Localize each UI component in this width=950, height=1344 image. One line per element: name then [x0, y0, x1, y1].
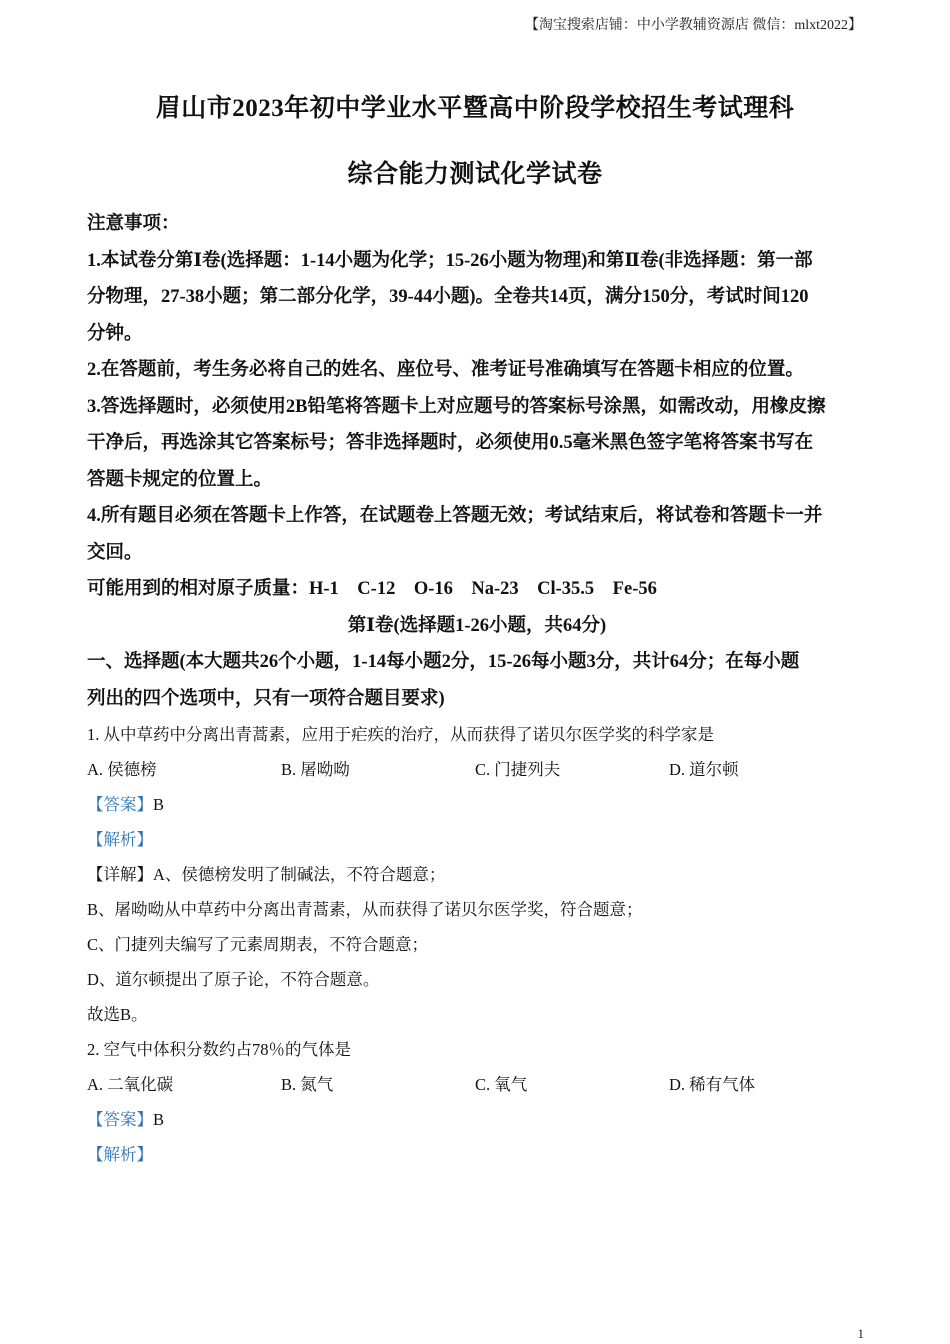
option-b: B. 屠呦呦	[281, 760, 350, 779]
atomic-masses: 可能用到的相对原子质量：H-1 C-12 O-16 Na-23 Cl-35.5 Fe-56	[87, 579, 657, 599]
notice-heading: 注意事项：	[87, 214, 180, 234]
notice-line: 2.在答题前，考生务必将自己的姓名、座位号、准考证号准确填写在答题卡相应的位置。	[87, 360, 804, 380]
notice-line: 答题卡规定的位置上。	[87, 469, 273, 490]
option-d: D. 道尔顿	[669, 760, 739, 779]
section-heading: 列出的四个选项中，只有一项符合题目要求)	[87, 688, 445, 709]
conclusion-line: 故选B。	[87, 1005, 148, 1024]
detail-line: D、道尔顿提出了原子论，不符合题意。	[87, 970, 380, 989]
detail-text: A、侯德榜发明了制碱法，不符合题意；	[153, 865, 446, 884]
detail-line: C、门捷列夫编写了元素周期表，不符合题意；	[87, 935, 429, 954]
analysis-tag: 【解析】	[87, 1145, 153, 1164]
notice-block	[87, 206, 867, 717]
notice-line: 干净后，再选涂其它答案标号；答非选择题时，必须使用0.5毫米黑色签字笔将答案书写在	[87, 433, 814, 453]
notice-line: 4.所有题目必须在答题卡上作答，在试题卷上答题无效；考试结束后，将试卷和答题卡一并	[87, 506, 823, 526]
notice-line: 1.本试卷分第Ⅰ卷(选择题：1-14小题为化学；15-26小题为物理)和第Ⅱ卷(非选择题：第一部	[87, 250, 813, 271]
option-a: A. 二氧化碳	[87, 1075, 174, 1094]
question-stem: 2. 空气中体积分数约占78％的气体是	[87, 1040, 351, 1059]
detail-tag: 【详解】	[87, 865, 153, 884]
question-1	[87, 717, 867, 1032]
option-a: A. 侯德榜	[87, 760, 157, 779]
option-c: C. 氧气	[475, 1075, 528, 1094]
answer-line	[87, 787, 867, 822]
answer-tag: 【答案】	[87, 795, 153, 814]
question-stem: 1. 从中草药中分离出青蒿素，应用于疟疾的治疗，从而获得了诺贝尔医学奖的科学家是	[87, 725, 714, 744]
notice-line: 交回。	[87, 542, 143, 563]
notice-line: 分钟。	[87, 323, 143, 344]
section-heading: 一、选择题(本大题共26个小题，1-14每小题2分，15-26每小题3分，共计64分；在每小题	[87, 652, 800, 672]
exam-title-line-1: 眉山市2023年初中学业水平暨高中阶段学校招生考试理科	[155, 95, 795, 122]
analysis-tag: 【解析】	[87, 830, 153, 849]
option-c: C. 门捷列夫	[475, 760, 561, 779]
part-title: 第Ⅰ卷(选择题1-26小题，共64分)	[347, 615, 607, 636]
shop-note: 【淘宝搜索店铺：中小学教辅资源店 微信：mlxt2022】	[524, 18, 862, 33]
notice-line: 3.答选择题时，必须使用2B铅笔将答题卡上对应题号的答案标号涂黑，如需改动，用橡皮擦	[87, 396, 826, 417]
detail-line	[87, 857, 867, 892]
answer-value: B	[153, 795, 165, 814]
exam-content	[87, 206, 867, 1172]
answer-value: B	[153, 1110, 165, 1129]
page-number: 1	[857, 1326, 864, 1341]
option-b: B. 氮气	[281, 1075, 334, 1094]
detail-line: B、屠呦呦从中草药中分离出青蒿素，从而获得了诺贝尔医学奖，符合题意；	[87, 900, 643, 919]
option-row	[87, 1067, 867, 1102]
answer-tag: 【答案】	[87, 1110, 153, 1129]
notice-line: 分物理，27-38小题；第二部分化学，39-44小题)。全卷共14页，满分150分，考试时间120	[87, 287, 809, 307]
answer-line	[87, 1102, 867, 1137]
option-row	[87, 752, 867, 787]
exam-title-line-2: 综合能力测试化学试卷	[347, 161, 603, 188]
option-d: D. 稀有气体	[669, 1075, 756, 1094]
question-2	[87, 1032, 867, 1172]
